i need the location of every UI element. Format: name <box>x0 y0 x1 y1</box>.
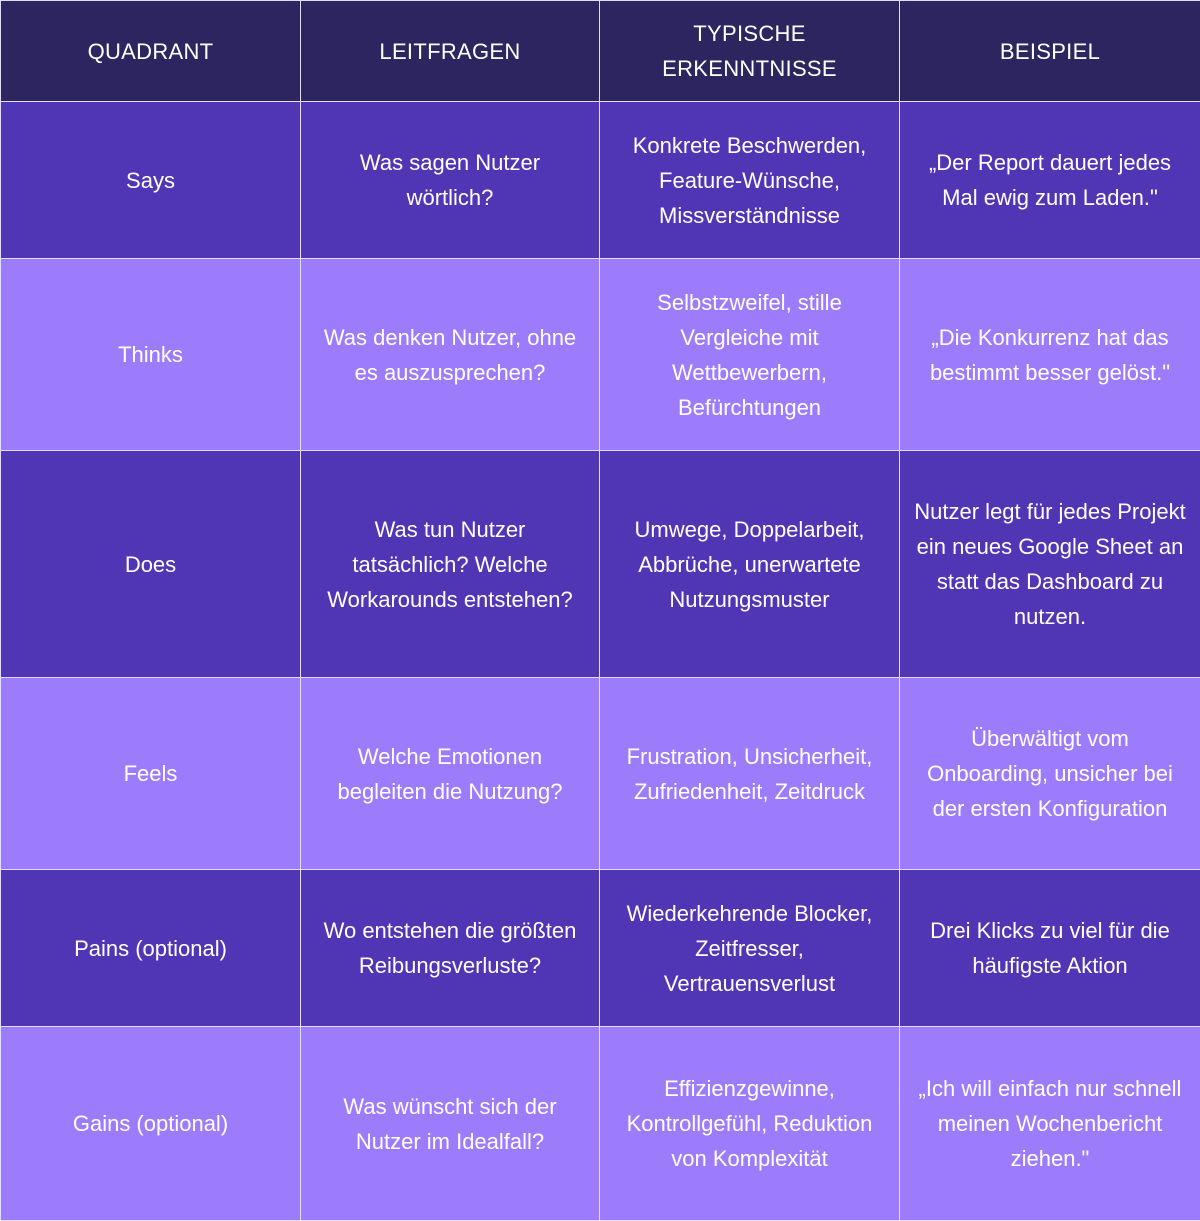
example-cell: Überwältigt vom Onboarding, unsicher bei der ersten Konfiguration <box>900 678 1200 870</box>
example-cell: Nutzer legt für jedes Projekt ein neues Google Sheet an statt das Dashboard zu nutzen. <box>900 451 1200 678</box>
table-row-says <box>1 102 1200 259</box>
quadrant-cell: Does <box>1 451 301 678</box>
table-header-row <box>1 1 1200 102</box>
quadrant-cell: Thinks <box>1 259 301 451</box>
question-cell: Was wünscht sich der Nutzer im Idealfall? <box>301 1027 600 1221</box>
header-beispiel: BEISPIEL <box>900 1 1200 102</box>
header-quadrant: QUADRANT <box>1 1 301 102</box>
header-leitfragen: LEITFRAGEN <box>301 1 600 102</box>
question-cell: Was denken Nutzer, ohne es auszusprechen? <box>301 259 600 451</box>
table-row-does <box>1 451 1200 678</box>
insights-cell: Konkrete Beschwerden, Feature-Wünsche, Missverständnisse <box>600 102 900 259</box>
quadrant-cell: Says <box>1 102 301 259</box>
header-typische-erkenntnisse: TYPISCHE ERKENNTNISSE <box>600 1 900 102</box>
question-cell: Was sagen Nutzer wörtlich? <box>301 102 600 259</box>
table-row-feels <box>1 678 1200 870</box>
example-cell: Drei Klicks zu viel für die häufigste Aktion <box>900 870 1200 1027</box>
quadrant-cell: Gains (optional) <box>1 1027 301 1221</box>
example-cell: „Ich will einfach nur schnell meinen Wochenbericht ziehen." <box>900 1027 1200 1221</box>
insights-cell: Selbstzweifel, stille Vergleiche mit Wettbewerbern, Befürchtungen <box>600 259 900 451</box>
question-cell: Welche Emotionen begleiten die Nutzung? <box>301 678 600 870</box>
table-row-gains <box>1 1027 1200 1221</box>
example-cell: „Der Report dauert jedes Mal ewig zum Laden." <box>900 102 1200 259</box>
insights-cell: Wiederkehrende Blocker, Zeitfresser, Vertrauensverlust <box>600 870 900 1027</box>
quadrant-cell: Pains (optional) <box>1 870 301 1027</box>
insights-cell: Umwege, Doppelarbeit, Abbrüche, unerwartete Nutzungsmuster <box>600 451 900 678</box>
question-cell: Was tun Nutzer tatsächlich? Welche Workarounds entstehen? <box>301 451 600 678</box>
question-cell: Wo entstehen die größten Reibungsverluste? <box>301 870 600 1027</box>
quadrant-cell: Feels <box>1 678 301 870</box>
insights-cell: Frustration, Unsicherheit, Zufriedenheit, Zeitdruck <box>600 678 900 870</box>
insights-cell: Effizienzgewinne, Kontrollgefühl, Reduktion von Komplexität <box>600 1027 900 1221</box>
example-cell: „Die Konkurrenz hat das bestimmt besser gelöst." <box>900 259 1200 451</box>
table-row-thinks <box>1 259 1200 451</box>
table-row-pains <box>1 870 1200 1027</box>
